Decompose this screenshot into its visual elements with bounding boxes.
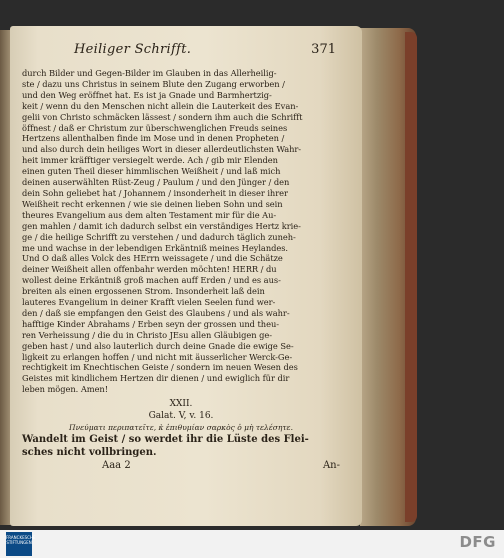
body-text [22, 68, 340, 395]
text-line: Und O daß alles Volck des HErrn weissagete / und die Schätze [22, 253, 283, 264]
page-text [22, 42, 340, 472]
text-line: gen mahlen / damit ich dadurch selbst ein verständiges Hertz krie- [22, 220, 301, 231]
page-footer [22, 459, 340, 472]
text-line: lauteres Evangelium in deiner Krafft vielen Seelen fund wer- [22, 297, 276, 308]
running-head: Heiliger Schrifft. [74, 42, 192, 57]
text-line: einen guten Theil dieser himmlischen Weißheit / und laß mich [22, 166, 281, 177]
book-cover-edge [405, 32, 417, 522]
text-line: keit / wenn du den Menschen nicht allein die Lauterkeit des Evan- [22, 100, 299, 111]
text-line: Geistes mit kindlichem Hertzen dir dienen / und ewiglich für dir [22, 373, 290, 384]
quote-line-1: Wandelt im Geist / so werdet ihr die Lüste des Flei- [22, 434, 309, 446]
text-line: dein Sohn geliebet hat / Johannem / insonderheit in dieser ihrer [22, 187, 288, 198]
section-number: XXII. [169, 399, 193, 410]
catchword: An- [322, 460, 340, 472]
text-line: den / daß sie empfangen den Geist des Glaubens / und als wahr- [22, 307, 290, 318]
quote-line-2: sches nicht vollbringen. [22, 447, 157, 459]
signature-mark: Aaa 2 [102, 460, 131, 472]
verse-reference: Galat. V, v. 16. [148, 411, 214, 422]
text-line: ste / dazu uns Christus in seinem Blute den Zugang erworben / [22, 78, 285, 89]
text-line: leben mögen. Amen! [22, 384, 109, 395]
text-line: gelii von Christo schmäcken lässest / sondern ihm auch die Schrifft [22, 111, 303, 122]
text-line: ligkeit zu erlangen hoffen / und nicht mit äusserlicher Werck-Ge- [22, 351, 293, 362]
viewer-footer-bar [0, 530, 504, 558]
text-line: geben hast / und also lauterlich durch deine Gnade die ewige Se- [22, 340, 294, 351]
text-line: theures Evangelium aus dem alten Testament mir für die Au- [22, 209, 277, 220]
text-line: öffnest / daß er Christum zur überschwenglichen Freuds seines [22, 122, 288, 133]
text-line: heit immer kräfftiger versiegelt werde. Ach / gib mir Elenden [22, 155, 278, 166]
text-line: deiner Weißheit allen offenbahr werden möchten! HERR / du [22, 264, 277, 275]
francke-logo: FRANCKESCHE STIFTUNGEN [6, 532, 32, 556]
text-line: ren Verheissung / die du in Christo JEsu allen Gläubigen ge- [22, 329, 272, 340]
page-number: 371 [311, 42, 336, 57]
text-line: breiten als einen ergossenen Strom. Insonderheit laß dein [22, 286, 265, 297]
text-line: Weißheit recht erkennen / wie sie deinen lieben Sohn und sein [22, 198, 283, 209]
text-line: wollest deine Erkäntniß groß machen auff Erden / und es aus- [22, 275, 281, 286]
text-line: deinen auserwählten Rüst-Zeug / Paulum / und den Jünger / den [22, 177, 290, 188]
text-line: durch Bilder und Gegen-Bilder im Glauben in das Allerheilig- [22, 68, 277, 78]
text-line: rechtigkeit im Knechtischen Geiste / sondern im neuen Wesen des [22, 362, 298, 373]
greek-verse: Πνεύματι περιπατεῖτε, κ̀ ἐπιθυμίαν σαρκὸς ὀ μὴ τελέσητε. [69, 423, 293, 433]
text-line: und also durch dein heiliges Wort in dieser allerdeutlichsten Wahr- [22, 144, 302, 155]
text-line: und den Weg eröffnet hat. Es ist ja Gnade und Barmhertzig- [22, 89, 272, 100]
text-line: me und wachse in der lebendigen Erkäntniß meines Heylandes. [22, 242, 289, 253]
page-header [74, 42, 336, 62]
text-line: hafftige Kinder Abrahams / Erben seyn der grossen und theu- [22, 318, 279, 329]
dfg-logo: DFG [459, 533, 496, 551]
text-line: ge / die heilige Schrifft zu verstehen / und dadurch täglich zuneh- [22, 231, 296, 242]
text-line: Hertzens allenthalben finde im Mose und in denen Propheten / [22, 133, 285, 144]
